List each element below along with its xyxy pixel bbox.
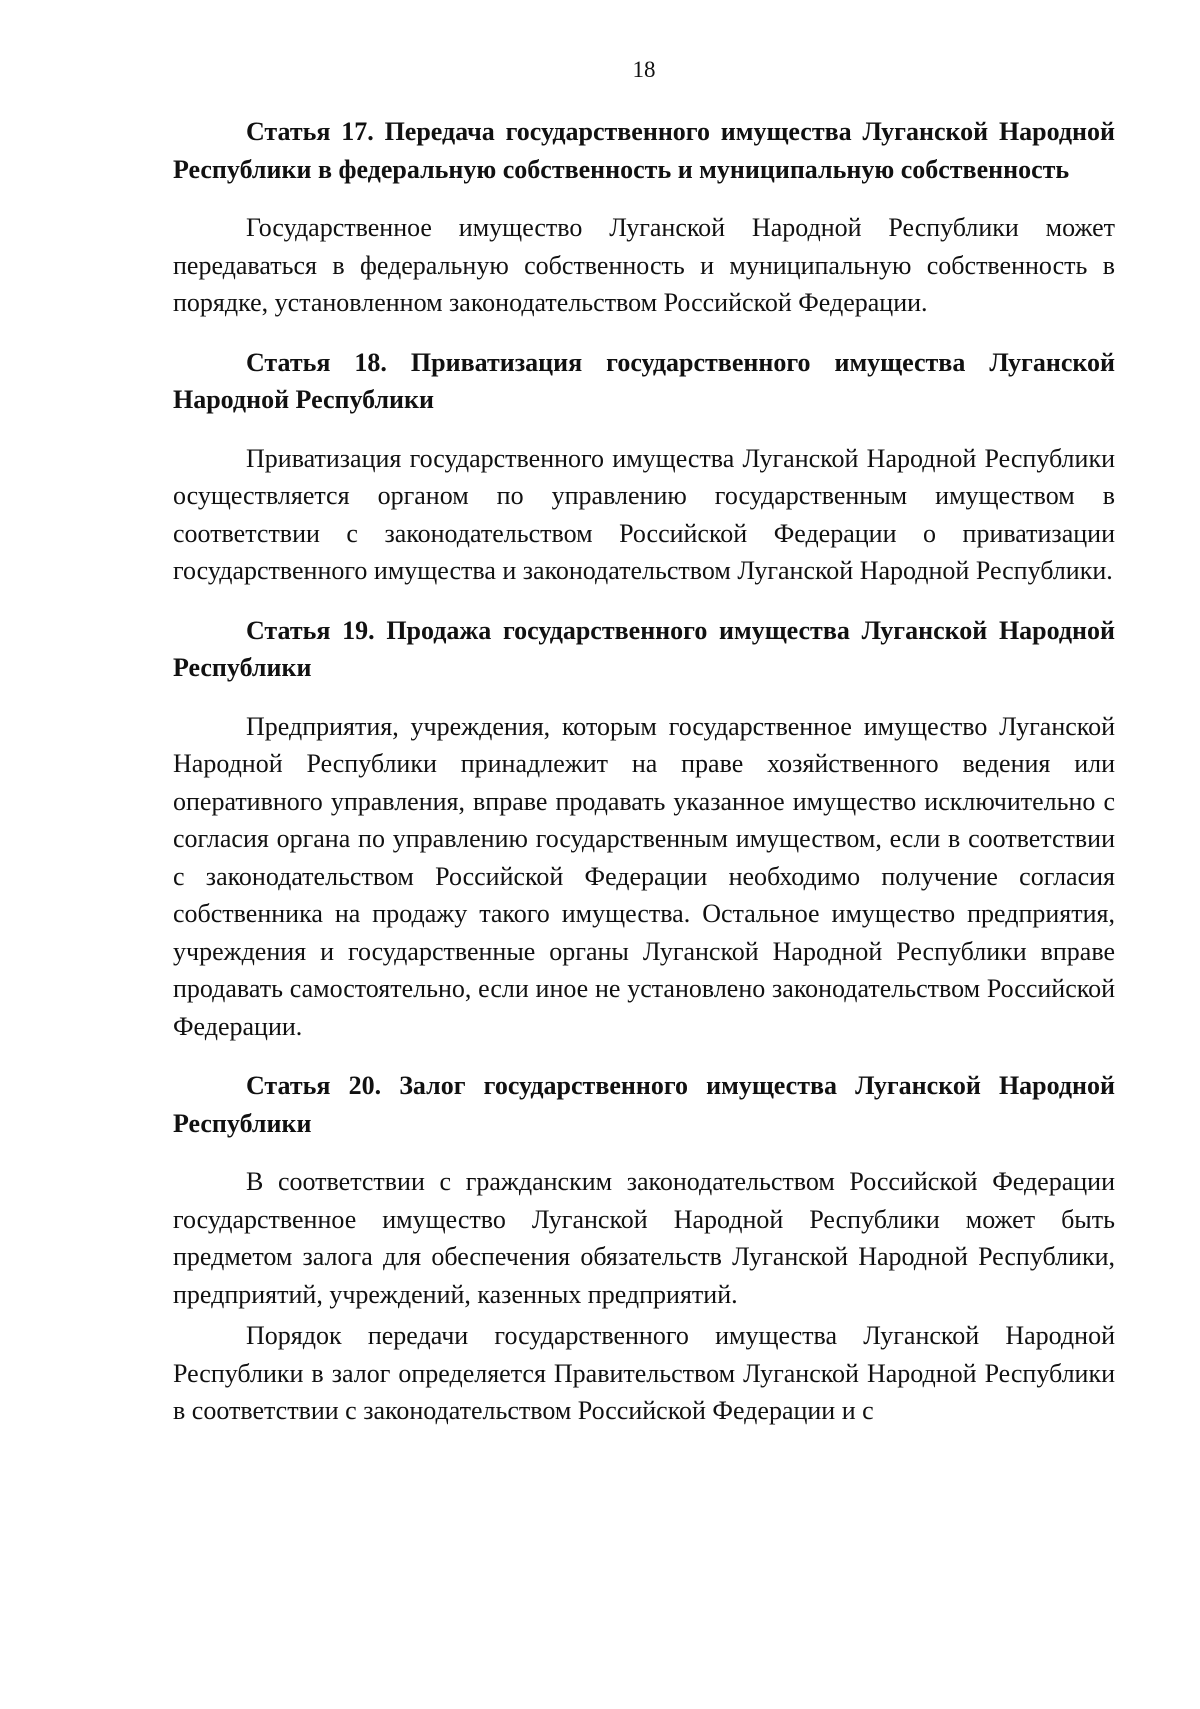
article-paragraph: Государственное имущество Луганской Народной Республики может передаваться в федеральную собственность и муниципальную собственность в порядке, установленном законодательством Российской Федерации. [173, 213, 1115, 317]
article-paragraph: В соответствии с гражданским законодательством Российской Федерации государственное имущество Луганской Народной Республики может быть предметом залога для обеспечения обязательств Луганской Народной Республики, предприятий, учреждений, казенных предприятий. [173, 1167, 1115, 1309]
article-paragraph: Приватизация государственного имущества Луганской Народной Республики осуществляется органом по управлению государственным имуществом в соответствии с законодательством Российской Федерации о приватизации государственного имущества и законодательством Луганской Народной Республики. [173, 443, 1115, 585]
article-20 [173, 1067, 1115, 1430]
article-19 [173, 612, 1115, 1046]
document-body [173, 113, 1115, 1430]
article-title: Статья 17. Передача государственного имущества Луганской Народной Республики в федеральную собственность и муниципальную собственность [173, 117, 1115, 184]
article-paragraph: Порядок передачи государственного имущества Луганской Народной Республики в залог определяется Правительством Луганской Народной Республики в соответствии с законодательством Российской Федерации и с [173, 1321, 1115, 1425]
article-title: Статья 20. Залог государственного имущества Луганской Народной Республики [173, 1071, 1115, 1138]
article-18 [173, 344, 1115, 590]
article-17 [173, 113, 1115, 322]
article-title: Статья 18. Приватизация государственного имущества Луганской Народной Республики [173, 347, 1115, 414]
article-title: Статья 19. Продажа государственного имущества Луганской Народной Республики [173, 615, 1115, 682]
article-paragraph: Предприятия, учреждения, которым государственное имущество Луганской Народной Республики принадлежит на праве хозяйственного ведения или оперативного управления, вправе продавать указанное имущество исключительно с согласия органа по управлению государственным имуществом, если в соответствии с законодательством Российской Федерации необходимо получение согласия собственника на продажу такого имущества. Остальное имущество предприятия, учреждения и государственные органы Луганской Народной Республики вправе продавать самостоятельно, если иное не установлено законодательством Российской Федерации. [173, 711, 1115, 1041]
page-number: 18 [632, 57, 656, 82]
